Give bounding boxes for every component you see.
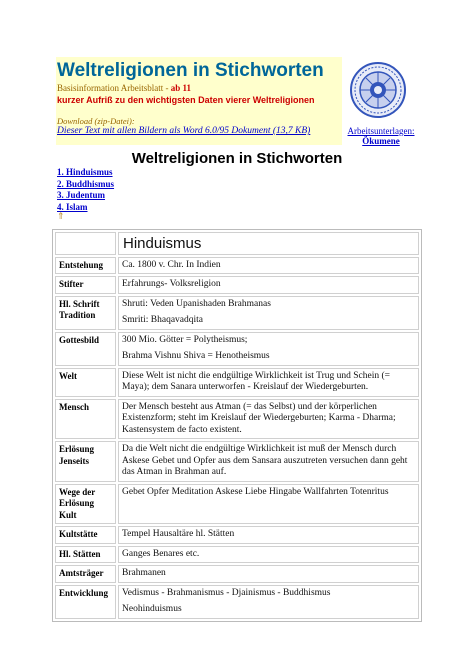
row-value	[118, 441, 419, 482]
basis-label: Basisinformation Arbeitsblatt -	[57, 83, 171, 93]
table-row	[55, 296, 419, 330]
table-row	[55, 585, 419, 619]
row-value	[118, 399, 419, 440]
row-value	[118, 546, 419, 564]
row-label: Welt	[55, 368, 116, 397]
header-empty-cell	[55, 232, 116, 255]
row-value-line: Erfahrungs- Volksreligion	[122, 279, 221, 289]
toc-item	[57, 202, 114, 214]
toc-item	[57, 167, 114, 179]
arbeitsunterlagen[interactable]	[344, 126, 418, 146]
toc-item	[57, 190, 114, 202]
table-row	[55, 526, 419, 544]
row-label: Amtsträger	[55, 565, 116, 583]
ab-number: ab 11	[170, 83, 192, 93]
row-label: Mensch	[55, 399, 116, 440]
table-row	[55, 368, 419, 397]
toc-item	[57, 179, 114, 191]
row-value-line: Tempel Hausaltäre hl. Stätten	[122, 529, 235, 539]
row-value	[118, 484, 419, 525]
row-label: Kultstätte	[55, 526, 116, 544]
row-value	[118, 585, 419, 619]
page-subtitle: kurzer Aufriß zu den wichtigsten Daten vierer Weltreligionen	[57, 95, 315, 105]
row-label: Gottesbild	[55, 332, 116, 366]
table-row	[55, 546, 419, 564]
row-label: Erlösung Jenseits	[55, 441, 116, 482]
row-value	[118, 276, 419, 294]
row-value-line: Brahmanen	[122, 568, 166, 578]
row-value-line: Ganges Benares etc.	[122, 548, 200, 559]
toc-link-judentum[interactable]: 3. Judentum	[57, 190, 106, 200]
row-value-line: Gebet Opfer Meditation Askese Liebe Hingabe Wallfahrten Totenritus	[122, 486, 389, 497]
row-value-line: Smriti: Bhaqavadqita	[122, 315, 204, 325]
table-row	[55, 441, 419, 482]
row-value-line: Brahma Vishnu Shiva = Henotheismus	[122, 351, 270, 361]
row-label: Stifter	[55, 276, 116, 294]
row-label: Wege der Erlösung Kult	[55, 484, 116, 525]
table-of-contents	[57, 167, 114, 213]
row-value-line: Da die Welt nicht die endgültige Wirklichkeit ist muß der Mensch durch Askese Gebet und Opfer aus dem Sansara auszutreten versuchen dann geht das Atman in Brahman auf.	[122, 444, 408, 477]
download-link[interactable]: Dieser Text mit allen Bildern als Word 6.0/95 Dokument (13,7 KB)	[57, 126, 311, 136]
row-value-line: Neohinduismus	[122, 604, 182, 614]
row-value	[118, 257, 419, 275]
row-value	[118, 296, 419, 330]
row-value-line: Ca. 1800 v. Chr. In Indien	[122, 259, 221, 270]
oekumene-link[interactable]: Ökumene	[362, 136, 400, 146]
row-value	[118, 368, 419, 397]
row-value-line: Vedismus - Brahmanismus - Djainismus - Buddhismus	[122, 587, 331, 598]
row-value-line: Der Mensch besteht aus Atman (= das Selbst) und der körperlichen Existenzform; steht im Kreislauf der Wiedergeburten; Karma - Dharma; Kastensystem de facto existent.	[122, 401, 396, 435]
arbeitsunterlagen-label: Arbeitsunterlagen:	[347, 126, 415, 136]
toc-link-islam[interactable]: 4. Islam	[57, 201, 88, 212]
toc-link-buddhismus[interactable]: 2. Buddhismus	[57, 178, 115, 189]
section-title: Weltreligionen in Stichworten	[131, 150, 343, 167]
row-value-line: Shruti: Veden Upanishaden Brahmanas	[122, 298, 271, 309]
table-row	[55, 276, 419, 294]
row-value-line: Diese Welt ist nicht die endgültige Wirklichkeit ist Trug und Schein (= Maya); dem Sanara unterworfen - Kreislauf der Wiedergeburten.	[122, 370, 390, 392]
row-label: Entstehung	[55, 257, 116, 275]
download-label: Download (zip-Datei):	[57, 116, 135, 126]
table-row	[55, 565, 419, 583]
row-value	[118, 565, 419, 583]
page-title: Weltreligionen in Stichworten	[57, 60, 324, 81]
toc-link-hinduismus[interactable]: 1. Hinduismus	[57, 167, 113, 177]
table-row	[55, 399, 419, 440]
row-label: Hl. Stätten	[55, 546, 116, 564]
row-label: Entwicklung	[55, 585, 116, 619]
row-value-line: 300 Mio. Götter = Polytheismus;	[122, 334, 248, 345]
basis-info	[57, 83, 191, 93]
table-header-row	[55, 232, 419, 255]
table-heading: Hinduismus	[118, 232, 419, 255]
oekumene-emblem-icon[interactable]	[349, 60, 407, 122]
row-value	[118, 526, 419, 544]
row-value	[118, 332, 419, 366]
table-row	[55, 484, 419, 525]
row-label: Hl. Schrift Tradition	[55, 296, 116, 330]
hinduismus-table	[52, 229, 422, 622]
table-row	[55, 332, 419, 366]
up-arrow-icon[interactable]: ⇑	[57, 211, 65, 221]
table-row	[55, 257, 419, 275]
